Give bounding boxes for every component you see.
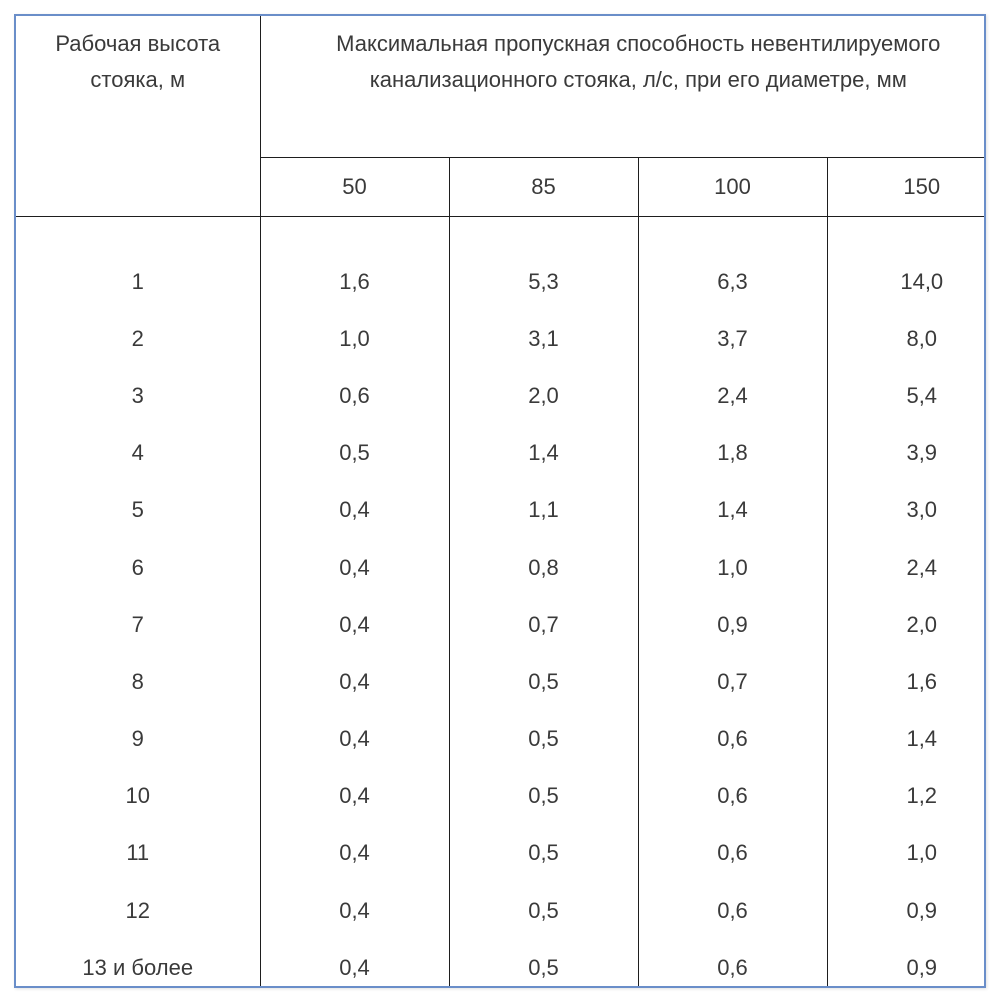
- value-cell: 0,7: [638, 653, 827, 710]
- height-cell: 13 и более: [16, 939, 260, 988]
- value-cell: 1,6: [260, 253, 449, 310]
- table-row: [16, 653, 986, 710]
- value-cell: 1,4: [449, 425, 638, 482]
- capacity-table: [16, 16, 986, 988]
- header-diameter-150: 150: [827, 158, 986, 217]
- table-row: [16, 825, 986, 882]
- value-cell: 3,7: [638, 310, 827, 367]
- value-cell: 0,5: [449, 711, 638, 768]
- value-cell: 0,4: [260, 768, 449, 825]
- value-cell: 0,9: [906, 897, 938, 923]
- value-cell: 3,0: [906, 497, 938, 523]
- value-cell: 0,5: [449, 939, 638, 988]
- table-row: [16, 711, 986, 768]
- value-cell: 0,6: [638, 882, 827, 939]
- header-capacity: Максимальная пропускная способность невентилируемого канализационного стояка, л/с, при его диаметре, мм: [260, 16, 986, 158]
- value-cell: 0,4: [260, 939, 449, 988]
- height-cell: 5: [16, 482, 260, 539]
- value-cell: 2,0: [449, 367, 638, 424]
- value-cell: 1,4: [638, 482, 827, 539]
- value-cell: 1,0: [638, 539, 827, 596]
- table-row: [16, 482, 986, 539]
- table-row: [16, 253, 986, 310]
- table-row: [16, 596, 986, 653]
- value-cell: 0,9: [638, 596, 827, 653]
- height-cell: 6: [16, 539, 260, 596]
- value-cell: 5,3: [449, 253, 638, 310]
- value-cell: 3,1: [449, 310, 638, 367]
- value-cell: 1,0: [260, 310, 449, 367]
- height-cell: 3: [16, 367, 260, 424]
- value-cell: 0,6: [638, 768, 827, 825]
- value-cell: 2,0: [906, 611, 938, 637]
- value-cell: 1,8: [638, 425, 827, 482]
- value-cell: 0,5: [449, 882, 638, 939]
- height-cell: 10: [16, 768, 260, 825]
- value-cell: 0,4: [260, 711, 449, 768]
- value-cell: 1,2: [906, 783, 938, 809]
- table-row: [16, 367, 986, 424]
- spacer-row: [16, 217, 986, 254]
- header-height: Рабочая высота стояка, м: [16, 16, 260, 217]
- value-cell: 1,0: [906, 840, 938, 866]
- height-cell: 12: [16, 882, 260, 939]
- value-cell: 1,6: [906, 668, 938, 694]
- header-diameter-50: 50: [260, 158, 449, 217]
- value-cell: 6,3: [638, 253, 827, 310]
- value-cell: 0,8: [449, 539, 638, 596]
- value-cell: 0,4: [260, 596, 449, 653]
- value-cell: 0,4: [260, 882, 449, 939]
- table-row: [16, 768, 986, 825]
- value-cell: 0,5: [260, 425, 449, 482]
- value-cell: 0,4: [260, 825, 449, 882]
- height-cell: 2: [16, 310, 260, 367]
- height-cell: 1: [16, 253, 260, 310]
- value-cell: 0,4: [260, 653, 449, 710]
- table-frame: [14, 14, 986, 988]
- value-cell: 0,6: [638, 711, 827, 768]
- value-cell: 3,9: [906, 440, 938, 466]
- value-cell: 0,5: [449, 825, 638, 882]
- height-cell: 7: [16, 596, 260, 653]
- value-cell: 0,5: [449, 653, 638, 710]
- value-cell: 0,7: [449, 596, 638, 653]
- value-cell: 0,6: [638, 939, 827, 988]
- table-row: [16, 425, 986, 482]
- height-cell: 4: [16, 425, 260, 482]
- value-cell: 5,4: [906, 382, 938, 408]
- value-cell: 0,4: [260, 482, 449, 539]
- value-cell: 2,4: [906, 554, 938, 580]
- value-cell: 0,9: [906, 954, 938, 980]
- height-cell: 9: [16, 711, 260, 768]
- table-row: [16, 310, 986, 367]
- value-cell: 0,6: [638, 825, 827, 882]
- table-row: [16, 939, 986, 988]
- height-cell: 11: [16, 825, 260, 882]
- value-cell: 8,0: [906, 325, 938, 351]
- value-cell: 1,1: [449, 482, 638, 539]
- value-cell: 0,5: [449, 768, 638, 825]
- header-diameter-100: 100: [638, 158, 827, 217]
- value-cell: 2,4: [638, 367, 827, 424]
- value-cell: 0,6: [260, 367, 449, 424]
- table-row: [16, 539, 986, 596]
- value-cell: 14,0: [900, 268, 944, 294]
- table-row: [16, 882, 986, 939]
- height-cell: 8: [16, 653, 260, 710]
- header-diameter-85: 85: [449, 158, 638, 217]
- value-cell: 0,4: [260, 539, 449, 596]
- value-cell: 1,4: [906, 726, 938, 752]
